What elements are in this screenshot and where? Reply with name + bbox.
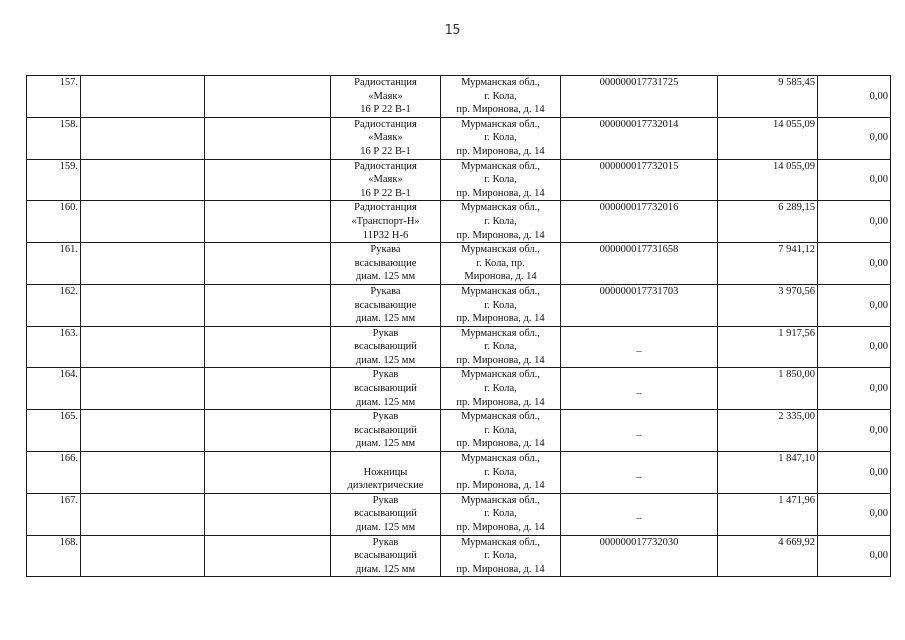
item-name-line: Рукав <box>372 494 399 506</box>
residual-value: 0,00 <box>818 535 891 577</box>
item-address <box>441 284 561 326</box>
item-address <box>441 117 561 159</box>
item-address-line: Мурманская обл., <box>461 285 540 297</box>
empty-cell <box>205 117 331 159</box>
residual-value: 0,00 <box>818 368 891 410</box>
empty-cell <box>205 76 331 118</box>
item-name-line: Рукава <box>370 244 401 256</box>
item-name-line: диам. 125 мм <box>355 354 416 366</box>
property-registry-table <box>26 75 891 577</box>
row-number: 166. <box>27 452 81 494</box>
item-name-line: диам. 125 мм <box>355 396 416 408</box>
empty-cell <box>81 76 205 118</box>
item-address <box>441 535 561 577</box>
balance-cost: 14 055,09 <box>718 159 818 201</box>
table-row <box>27 410 891 452</box>
empty-cell <box>205 493 331 535</box>
inventory-number: – <box>561 326 718 368</box>
item-address-line: г. Кола, <box>484 383 517 395</box>
residual-value: 0,00 <box>818 284 891 326</box>
item-name-line: всасывающий <box>354 341 417 353</box>
inventory-number: – <box>561 452 718 494</box>
item-name-line: Радиостанция <box>354 160 417 172</box>
item-name-line: всасывающий <box>354 508 417 520</box>
item-address-line: Мурманская обл., <box>461 369 540 381</box>
item-address-line: г. Кола, <box>484 508 517 520</box>
item-address-line: Мурманская обл., <box>461 411 540 423</box>
empty-cell <box>205 368 331 410</box>
item-address-line: Мурманская обл., <box>461 453 540 465</box>
row-number: 167. <box>27 493 81 535</box>
item-address <box>441 243 561 285</box>
row-number: 163. <box>27 326 81 368</box>
row-number: 161. <box>27 243 81 285</box>
item-name-line: Радиостанция <box>354 77 417 88</box>
empty-cell <box>205 326 331 368</box>
table-row <box>27 326 891 368</box>
residual-value: 0,00 <box>818 243 891 285</box>
item-name-line: диам. 125 мм <box>355 563 416 575</box>
item-name <box>331 326 441 368</box>
balance-cost: 1 917,56 <box>718 326 818 368</box>
item-address-line: г. Кола, <box>484 550 517 562</box>
item-address <box>441 76 561 118</box>
item-name-line: Рукав <box>372 369 399 381</box>
item-address-line: Мурманская обл., <box>461 77 540 88</box>
item-address-line: пр. Миронова, д. 14 <box>456 522 545 533</box>
balance-cost: 9 585,45 <box>718 76 818 118</box>
item-address-line: пр. Миронова, д. 14 <box>456 145 545 157</box>
item-name-line: всасывающие <box>354 299 417 311</box>
item-address-line: г. Кола, <box>484 299 517 311</box>
balance-cost: 1 847,10 <box>718 452 818 494</box>
table-row <box>27 452 891 494</box>
balance-cost: 4 669,92 <box>718 535 818 577</box>
item-name-line: 16 Р 22 В-1 <box>360 187 411 199</box>
item-name <box>331 493 441 535</box>
item-address <box>441 326 561 368</box>
item-address-line: г. Кола, <box>484 466 517 478</box>
item-name-line: Рукава <box>370 285 401 297</box>
item-address <box>441 410 561 452</box>
residual-value: 0,00 <box>818 452 891 494</box>
table-row <box>27 368 891 410</box>
table-row <box>27 159 891 201</box>
item-address-line: Мурманская обл., <box>461 494 540 506</box>
item-address-line: Мурманская обл., <box>461 202 540 214</box>
item-address-line: пр. Миронова, д. 14 <box>456 396 545 408</box>
item-name-line: «Маяк» <box>368 174 403 186</box>
item-address-line: Мурманская обл., <box>461 536 540 548</box>
row-number: 158. <box>27 117 81 159</box>
item-name <box>331 117 441 159</box>
balance-cost: 14 055,09 <box>718 117 818 159</box>
empty-cell <box>81 410 205 452</box>
balance-cost: 1 471,96 <box>718 493 818 535</box>
item-address <box>441 368 561 410</box>
item-address-line: пр. Миронова, д. 14 <box>456 354 545 366</box>
empty-cell <box>205 243 331 285</box>
item-address-line: пр. Миронова, д. 14 <box>456 438 545 450</box>
empty-cell <box>81 201 205 243</box>
item-address-line: г. Кола, пр. <box>476 257 525 269</box>
item-name <box>331 452 441 494</box>
item-name-line: всасывающий <box>354 383 417 395</box>
empty-cell <box>205 201 331 243</box>
item-address-line: г. Кола, <box>484 174 517 186</box>
item-address-line: пр. Миронова, д. 14 <box>456 187 545 199</box>
row-number: 160. <box>27 201 81 243</box>
table-row <box>27 493 891 535</box>
inventory-number: – <box>561 410 718 452</box>
item-name-line <box>333 452 438 466</box>
row-number: 165. <box>27 410 81 452</box>
empty-cell <box>81 493 205 535</box>
item-name <box>331 368 441 410</box>
item-address-line: Мурманская обл., <box>461 118 540 130</box>
item-address-line: пр. Миронова, д. 14 <box>456 229 545 241</box>
item-name-line: диам. 125 мм <box>355 313 416 325</box>
table-row <box>27 535 891 577</box>
item-address-line: Мурманская обл., <box>461 327 540 339</box>
item-address-line: Мурманская обл., <box>461 160 540 172</box>
inventory-number: 000000017731703 <box>561 284 718 326</box>
item-name <box>331 410 441 452</box>
item-address-line: г. Кола, <box>484 90 517 102</box>
item-name-line: Рукав <box>372 536 399 548</box>
item-address-line: Мурманская обл., <box>461 244 540 256</box>
inventory-number: 000000017732014 <box>561 117 718 159</box>
item-address <box>441 159 561 201</box>
item-address-line: пр. Миронова, д. 14 <box>456 563 545 575</box>
inventory-number: 000000017731725 <box>561 76 718 118</box>
residual-value: 0,00 <box>818 117 891 159</box>
inventory-number: 000000017732030 <box>561 535 718 577</box>
empty-cell <box>81 535 205 577</box>
row-number: 168. <box>27 535 81 577</box>
empty-cell <box>81 452 205 494</box>
item-name-line: Рукав <box>372 327 399 339</box>
item-name <box>331 535 441 577</box>
residual-value: 0,00 <box>818 493 891 535</box>
item-address <box>441 452 561 494</box>
item-name <box>331 159 441 201</box>
balance-cost: 6 289,15 <box>718 201 818 243</box>
balance-cost: 1 850,00 <box>718 368 818 410</box>
empty-cell <box>81 284 205 326</box>
empty-cell <box>205 159 331 201</box>
row-number: 159. <box>27 159 81 201</box>
item-name-line: всасывающий <box>354 424 417 436</box>
empty-cell <box>81 117 205 159</box>
item-address-line: г. Кола, <box>484 132 517 144</box>
item-name-line: Радиостанция <box>354 118 417 130</box>
inventory-number: – <box>561 368 718 410</box>
table-row <box>27 284 891 326</box>
item-name <box>331 201 441 243</box>
row-number: 164. <box>27 368 81 410</box>
item-address-line: г. Кола, <box>484 215 517 227</box>
item-name <box>331 76 441 118</box>
item-name-line: Рукав <box>372 411 399 423</box>
inventory-number: 000000017731658 <box>561 243 718 285</box>
item-name-line: «Маяк» <box>368 90 403 102</box>
item-name-line: диам. 125 мм <box>355 271 416 283</box>
residual-value: 0,00 <box>818 159 891 201</box>
item-name-line: диам. 125 мм <box>355 438 416 450</box>
balance-cost: 3 970,56 <box>718 284 818 326</box>
item-address-line: г. Кола, <box>484 341 517 353</box>
empty-cell <box>205 452 331 494</box>
table-row <box>27 76 891 118</box>
empty-cell <box>81 243 205 285</box>
item-name-line: диэлектрические <box>347 480 424 492</box>
table-row <box>27 243 891 285</box>
item-name-line: Ножницы <box>363 466 408 478</box>
empty-cell <box>81 159 205 201</box>
item-name-line: «Маяк» <box>368 132 403 144</box>
item-name-line: 16 Р 22 В-1 <box>360 145 411 157</box>
inventory-number: – <box>561 493 718 535</box>
inventory-number: 000000017732016 <box>561 201 718 243</box>
item-name-line: диам. 125 мм <box>355 522 416 533</box>
empty-cell <box>205 410 331 452</box>
item-name <box>331 284 441 326</box>
item-name-line: 11Р32 Н-6 <box>362 229 409 241</box>
residual-value: 0,00 <box>818 76 891 118</box>
empty-cell <box>81 368 205 410</box>
item-address-line: г. Кола, <box>484 424 517 436</box>
item-name-line: всасывающий <box>354 550 417 562</box>
row-number: 157. <box>27 76 81 118</box>
empty-cell <box>205 535 331 577</box>
balance-cost: 2 335,00 <box>718 410 818 452</box>
page-number: 15 <box>444 23 461 38</box>
empty-cell <box>81 326 205 368</box>
item-name <box>331 243 441 285</box>
item-address-line: пр. Миронова, д. 14 <box>456 104 545 116</box>
balance-cost: 7 941,12 <box>718 243 818 285</box>
residual-value: 0,00 <box>818 326 891 368</box>
item-name-line: всасывающие <box>354 257 417 269</box>
item-name-line: «Транспорт-Н» <box>351 215 420 227</box>
item-name-line: 16 Р 22 В-1 <box>360 104 411 116</box>
residual-value: 0,00 <box>818 201 891 243</box>
item-address-line: пр. Миронова, д. 14 <box>456 480 545 492</box>
table-body <box>27 76 891 577</box>
item-address <box>441 201 561 243</box>
item-address <box>441 493 561 535</box>
row-number: 162. <box>27 284 81 326</box>
item-address-line: Миронова, д. 14 <box>464 271 537 283</box>
item-name-line: Радиостанция <box>354 202 417 214</box>
inventory-number: 000000017732015 <box>561 159 718 201</box>
residual-value: 0,00 <box>818 410 891 452</box>
table-row <box>27 117 891 159</box>
empty-cell <box>205 284 331 326</box>
table-row <box>27 201 891 243</box>
item-address-line: пр. Миронова, д. 14 <box>456 313 545 325</box>
